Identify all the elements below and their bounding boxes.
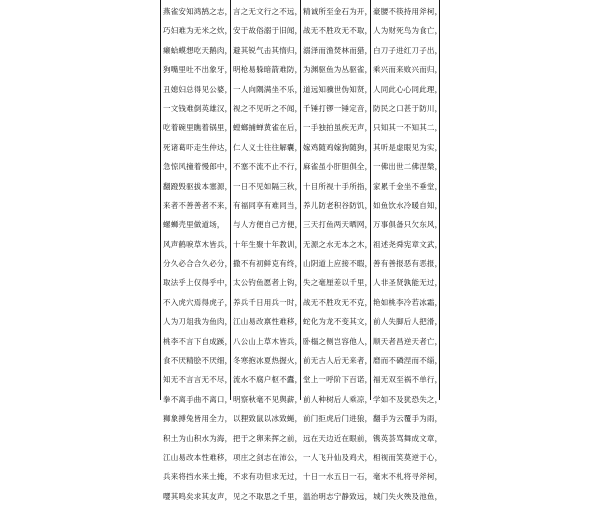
text-line: 其听是虚眼见为实，: [373, 142, 442, 152]
text-line: 一手独拍虽疾无声，: [303, 123, 372, 133]
text-line: 把于之卵来挥之前，: [233, 433, 302, 443]
text-line: 燕雀安知鸿鹄之志，: [163, 7, 232, 16]
text-line: 福无双至祸不单行，: [373, 375, 442, 385]
text-line: 前人种树后人乘凉，: [303, 394, 372, 404]
text-line: 来者不善善者不来，: [163, 200, 232, 210]
text-line: 万事俱备只欠东风，: [373, 220, 442, 230]
text-line: 学如不及犹恐失之，: [373, 394, 442, 404]
text-line: 撒不有初鲜克有终，: [233, 259, 302, 269]
text-line: 温治明志宁静致远，: [303, 491, 372, 501]
text-line: 桃李不言下自成蹊，: [163, 336, 232, 346]
text-line: 失之毫厘差以千里，: [303, 278, 372, 288]
text-line: 八公山上草木皆兵，: [233, 336, 302, 346]
text-column-2: [233, 2, 302, 506]
text-line: 兵来将挡水来土掩，: [163, 472, 232, 482]
column-rule: [160, 0, 161, 400]
text-line: 善有善报恶有恶报，: [373, 259, 442, 269]
text-line: 不塞不流不止不行，: [233, 162, 302, 172]
text-line: 溺泽而渔焚林而猎，: [303, 45, 372, 55]
text-line: 战无不胜攻无不取，: [303, 26, 372, 36]
text-line: 螺蛳壳里做道场，: [163, 220, 225, 230]
text-line: 养兵千日用兵一时，: [233, 297, 302, 307]
text-line: 项庄之剑志在沛公，: [233, 452, 302, 462]
text-line: 前人失脚后人把滑，: [373, 317, 442, 327]
text-line: 视之不见听之不闻，: [233, 103, 302, 113]
text-line: 毫末不札将寻斧柯，: [373, 472, 442, 482]
text-line: 人非圣贤孰能无过，: [373, 278, 442, 288]
text-line: 与人方便自己方便，: [233, 220, 302, 230]
text-sheet: [160, 0, 442, 501]
text-line: 十年生聚十年教训，: [233, 239, 302, 249]
text-line: 道远知骥世伪知贤，: [303, 84, 372, 94]
text-column-4: [373, 2, 442, 506]
text-line: 江山易改禀性难移，: [233, 317, 302, 327]
text-line: 十目所视十手所指，: [303, 181, 372, 191]
text-line: 不入虎穴焉得虎子，: [163, 297, 232, 307]
text-line: 千锤打锣一锤定音，: [303, 103, 372, 113]
text-line: 顺天者昌逆天者亡，: [373, 336, 442, 346]
text-line: 家累千金坐不垂堂，: [373, 181, 442, 191]
text-line: 死诸葛吓走生仲达，: [163, 142, 232, 152]
text-line: 人同此心心同此理，: [373, 84, 442, 94]
text-column-3: [303, 2, 372, 506]
text-line: 嘤其鸣矣求其友声，: [163, 491, 232, 501]
text-line: 蛇化为龙不变其文，: [303, 317, 372, 327]
text-line: 前门拒虎后门进狼，: [303, 414, 372, 424]
text-line: 一佛出世二佛涅槃，: [373, 162, 442, 172]
text-line: 一日不见如隔三秋，: [233, 181, 302, 191]
text-line: 相视而笑莫逆于心，: [373, 452, 442, 462]
text-line: 嫁鸡随鸡嫁狗随狗，: [303, 142, 372, 152]
text-line: 精诚所至金石为开，: [303, 7, 372, 16]
text-line: 只知其一不知其二，: [373, 123, 442, 133]
text-line: 言之无文行之不远，: [233, 7, 302, 16]
text-line: 螳螂捕蝉黄雀在后，: [233, 123, 302, 133]
text-line: 豪腰不筷持用斧柯，: [373, 7, 442, 16]
text-line: 前无古人后无来者，: [303, 356, 372, 366]
text-line: 风声鹤唳草木皆兵，: [163, 239, 232, 249]
text-line: 吃着碗里瞧着锅里，: [163, 123, 232, 133]
text-line: 艳如桃李冷若冰霜，: [373, 297, 442, 307]
text-line: 战无不胜攻无不克，: [303, 297, 372, 307]
text-line: 乘兴而来败兴而归，: [373, 65, 442, 75]
text-line: 积土为山积水为海，: [163, 433, 232, 443]
text-line: 太公钓鱼愿者上钩，: [233, 278, 302, 288]
text-line: 磨而不磷涅而不缁，: [373, 356, 442, 366]
text-line: 癞蛤蟆想吃天鹅肉，: [163, 45, 232, 55]
text-line: 祖述尧舜宪章文武，: [373, 239, 442, 249]
text-line: 丑媳妇总得见公婆，: [163, 84, 232, 94]
text-line: 三天打鱼两天晒网，: [303, 220, 372, 230]
text-line: 不求有功但求无过，: [233, 472, 302, 482]
text-line: 山阴道上应接不暇，: [303, 259, 372, 269]
text-line: 分久必合合久必分，: [163, 259, 232, 269]
text-line: 急惊风撞着慢郎中，: [163, 162, 232, 172]
text-line: 人为财死鸟为食亡，: [373, 26, 442, 36]
text-line: 有福同享有难同当，: [233, 200, 302, 210]
text-line: 狗嘴里吐不出象牙，: [163, 65, 232, 75]
text-line: 拳不离手曲不离口，: [163, 394, 232, 404]
text-line: 如鱼饮水冷暖自知，: [373, 200, 442, 210]
text-line: 知无不言言无不尽，: [163, 375, 232, 385]
text-line: 冬寒抱冰夏热握火，: [233, 356, 302, 366]
text-line: 堂上一呼阶下百诺，: [303, 375, 372, 385]
text-line: 取法乎上仅得乎中，: [163, 278, 232, 288]
text-line: 翻手为云覆手为雨，: [373, 414, 442, 424]
text-line: 狮象搏兔皆用全力，: [163, 414, 232, 424]
text-line: 麻雀虽小肝胆俱全，: [303, 162, 372, 172]
text-column-1: [163, 2, 232, 506]
text-line: 镌英荟骂舞成文章，: [373, 433, 442, 443]
text-line: 一文钱难倒英雄汉，: [163, 103, 232, 113]
text-line: 以狸致鼠以冰致蝇，: [233, 414, 302, 424]
text-line: 无源之水无本之木，: [303, 239, 372, 249]
text-line: 人为刀俎我为鱼肉，: [163, 317, 232, 327]
text-line: 明察秋毫不见舆薪，: [233, 394, 302, 404]
text-line: 一人飞升仙及鸡犬，: [303, 452, 372, 462]
text-line: 食不厌精脍不厌细，: [163, 356, 232, 366]
text-line: 安于故俗溺于旧闻，: [233, 26, 302, 36]
text-line: 巧妇难为无米之炊，: [163, 26, 232, 36]
text-line: 流水不腐户枢不蠹，: [233, 375, 302, 385]
text-line: 避其锐气击其惰归，: [233, 45, 302, 55]
text-line: 城门失火殃及池鱼，: [373, 491, 442, 501]
text-line: 十日一水五日一石，: [303, 472, 372, 482]
text-line: 为渊驱鱼为丛驱雀，: [303, 65, 372, 75]
text-line: 白刀子进红刀子出，: [373, 45, 442, 55]
text-line: 卧榻之侧岂容他人，: [303, 336, 372, 346]
text-line: 见之不取思之千里，: [233, 491, 302, 501]
text-line: 一人向隅满坐不乐，: [233, 84, 302, 94]
text-line: 明枪易躲暗箭难防，: [233, 65, 302, 75]
text-line: 远在天边近在眼前，: [303, 433, 372, 443]
text-line: 江山易改本性难移，: [163, 452, 232, 462]
text-line: 翻蹬毁驱拔本塞源，: [163, 181, 232, 191]
text-line: 养儿防老积谷防饥，: [303, 200, 372, 210]
text-line: 仁人义士往往解囊，: [233, 142, 302, 152]
text-line: 防民之口甚于防川，: [373, 103, 442, 113]
